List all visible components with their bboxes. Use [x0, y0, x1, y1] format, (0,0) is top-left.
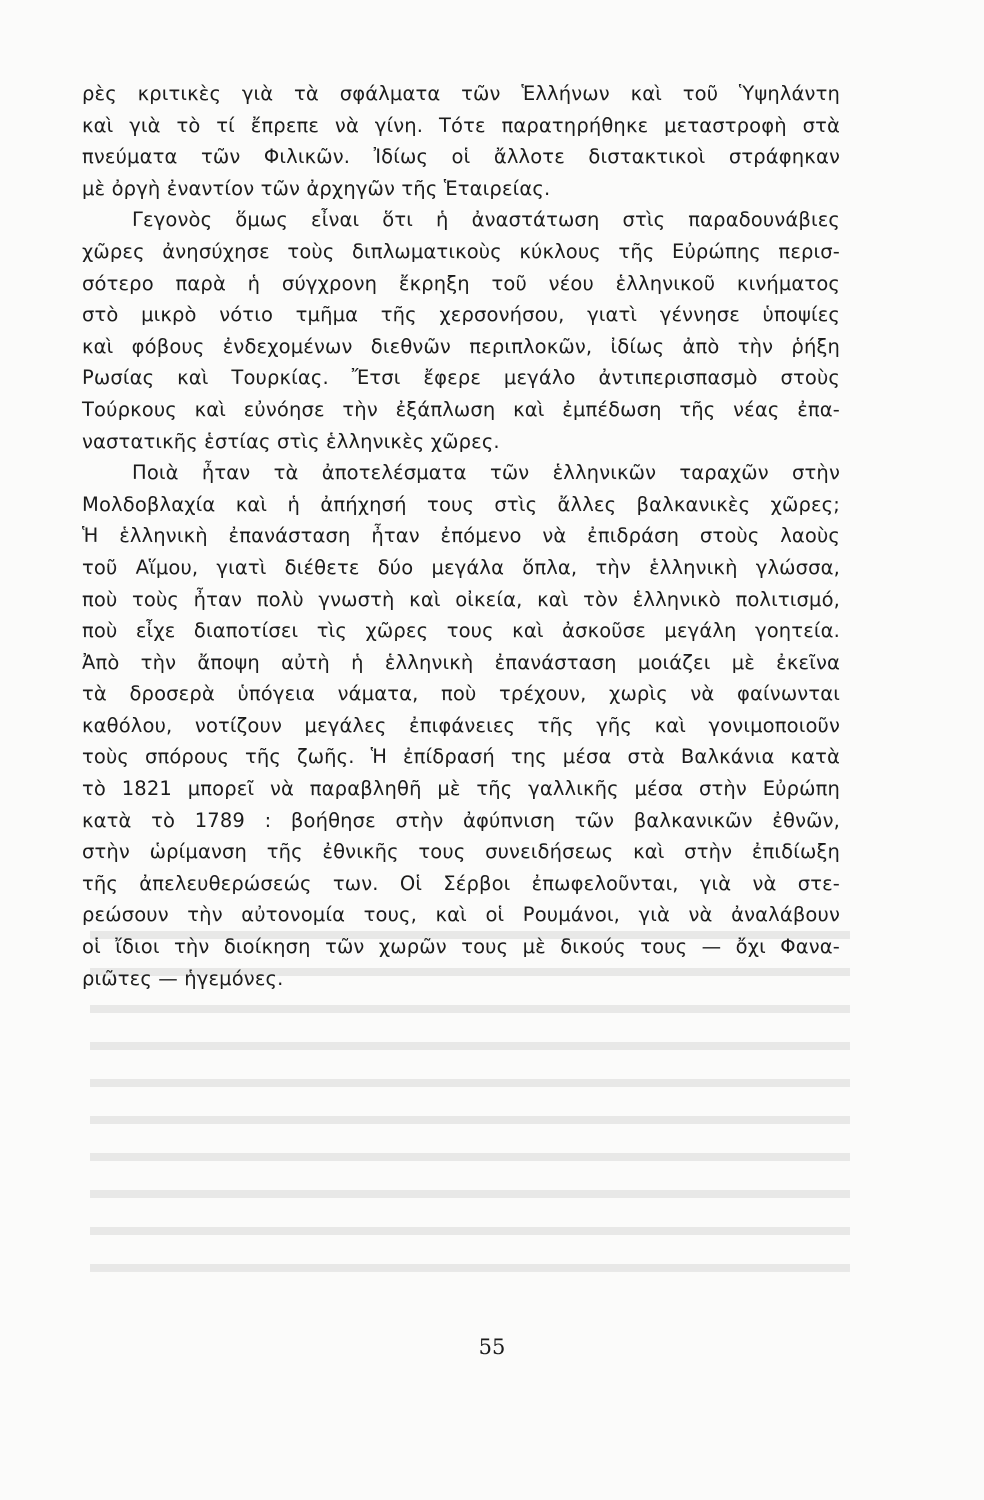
text-line: καθόλου, νοτίζουν μεγάλες ἐπιφάνειες τῆς γῆς καὶ γονιμοποιοῦν [82, 713, 840, 737]
text-line: Ἀπὸ τὴν ἄποψη αὐτὴ ἡ ἑλληνικὴ ἐπανάσταση μοιάζει μὲ ἐκεῖνα [82, 650, 840, 674]
text-line: τὰ δροσερὰ ὑπόγεια νάματα, ποὺ τρέχουν, χωρὶς νὰ φαίνωνται [82, 682, 840, 706]
text-line: ποὺ εἶχε διαποτίσει τὶς χῶρες τους καὶ ἀσκοῦσε μεγάλη γοητεία. [82, 619, 840, 643]
text-line: στὸ μικρὸ νότιο τμῆμα τῆς χερσονήσου, γιατὶ γέννησε ὑποψίες [82, 303, 840, 327]
text-line: Γεγονὸς ὅμως εἶναι ὅτι ἡ ἀναστάτωση στὶς παραδουνάβιες [132, 208, 840, 232]
text-line: οἱ ἴδιοι τὴν διοίκηση τῶν χωρῶν τους μὲ δικούς τους — ὄχι Φανα- [82, 935, 840, 959]
text-line: Μολδοβλαχία καὶ ἡ ἀπήχησή τους στὶς ἄλλες βαλκανικὲς χῶρες; [82, 492, 840, 516]
text-line: ναστατικῆς ἑστίας στὶς ἑλληνικὲς χῶρες. [82, 429, 500, 453]
body-text [82, 78, 840, 994]
text-line: στὴν ὡρίμανση τῆς ἐθνικῆς τους συνειδήσεως καὶ στὴν ἐπιδίωξη [82, 840, 840, 864]
text-line: χῶρες ἀνησύχησε τοὺς διπλωματικοὺς κύκλους τῆς Εὐρώπης περισ- [82, 239, 840, 263]
text-line: ριῶτες — ἡγεμόνες. [82, 966, 284, 990]
text-line: ρὲς κριτικὲς γιὰ τὰ σφάλματα τῶν Ἑλλήνων καὶ τοῦ Ὑψηλάντη [82, 82, 840, 105]
text-line: καὶ γιὰ τὸ τί ἔπρεπε νὰ γίνη. Τότε παρατηρήθηκε μεταστροφὴ στὰ [82, 113, 840, 137]
text-line: ποὺ τοὺς ἦταν πολὺ γνωστὴ καὶ οἰκεία, καὶ τὸν ἑλληνικὸ πολιτισμό, [82, 587, 840, 611]
text-line: Ποιὰ ἦταν τὰ ἀποτελέσματα τῶν ἑλληνικῶν ταραχῶν στὴν [132, 461, 840, 485]
text-line: σότερο παρὰ ἡ σύγχρονη ἔκρηξη τοῦ νέου ἑλληνικοῦ κινήματος [82, 271, 840, 295]
text-line: τὸ 1821 μπορεῖ νὰ παραβληθῆ μὲ τῆς γαλλικῆς μέσα στὴν Εὐρώπη [82, 777, 840, 801]
text-line: τοὺς σπόρους τῆς ζωῆς. Ἡ ἐπίδρασή της μέσα στὰ Βαλκάνια κατὰ [82, 745, 840, 769]
text-line: κατὰ τὸ 1789 : βοήθησε στὴν ἀφύπνιση τῶν βαλκανικῶν ἐθνῶν, [82, 808, 840, 832]
text-line: Ρωσίας καὶ Τουρκίας. Ἔτσι ἔφερε μεγάλο ἀντιπερισπασμὸ στοὺς [82, 366, 840, 390]
text-line: ρεώσουν τὴν αὐτονομία τους, καὶ οἱ Ρουμάνοι, γιὰ νὰ ἀναλάβουν [82, 903, 840, 927]
text-line: τοῦ Αἵμου, γιατὶ διέθετε δύο μεγάλα ὅπλα, τὴν ἑλληνικὴ γλώσσα, [82, 555, 840, 579]
text-line: μὲ ὀργὴ ἐναντίον τῶν ἀρχηγῶν τῆς Ἑταιρείας. [82, 176, 551, 200]
text-line: Τούρκους καὶ εὐνόησε τὴν ἐξάπλωση καὶ ἐμπέδωση τῆς νέας ἐπα- [82, 397, 840, 421]
text-line: καὶ φόβους ἐνδεχομένων διεθνῶν περιπλοκῶν, ἰδίως ἀπὸ τὴν ῥήξη [82, 334, 840, 358]
text-line: τῆς ἀπελευθερώσεώς των. Οἱ Σέρβοι ἐπωφελοῦνται, γιὰ νὰ στε- [82, 871, 840, 895]
text-line: Ἡ ἑλληνικὴ ἐπανάσταση ἦταν ἐπόμενο νὰ ἐπιδράση στοὺς λαοὺς [82, 524, 840, 548]
page-number: 55 [478, 1335, 506, 1359]
text-line: πνεύματα τῶν Φιλικῶν. Ἰδίως οἱ ἄλλοτε διστακτικοὶ στράφηκαν [82, 145, 840, 169]
